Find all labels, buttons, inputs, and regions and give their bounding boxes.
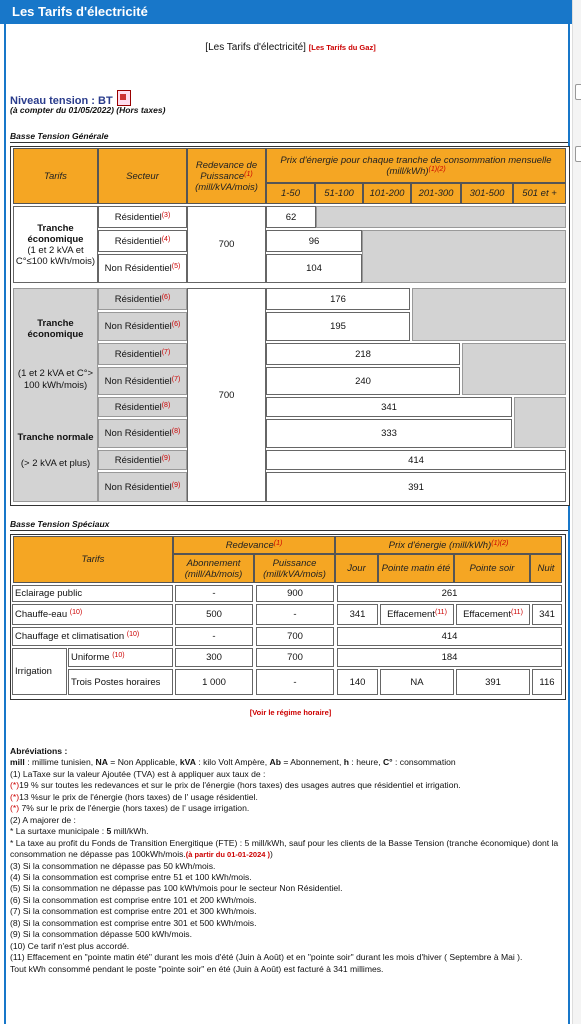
puissance-cell: -: [256, 604, 334, 625]
price-cell: 184: [337, 648, 562, 667]
price-cell: 391: [456, 669, 530, 695]
secteur-cell: Non Résidentiel$^{(6)}$: [98, 312, 187, 341]
note-line: (2) A majorer de :: [10, 814, 76, 825]
price-cell: 240: [266, 367, 460, 395]
tarif-subtitle: (1 et 2 kVA et C°> 100 kWh/mois): [17, 368, 94, 391]
price-cell: 391: [266, 472, 566, 502]
tarif-subtitle: (> 2 kVA et plus): [20, 458, 91, 469]
row-label: Eclairage public: [12, 585, 173, 602]
col-header-pointe-matin: Pointe matin été: [378, 554, 454, 583]
note-line: (7) Si la consommation est comprise entre 201 et 300 kWh/mois.: [10, 906, 257, 917]
tarif-title: Tranche économique: [27, 318, 84, 340]
price-cell: 341: [337, 604, 378, 625]
right-panel-checkbox[interactable]: [575, 146, 581, 162]
price-cell: 116: [532, 669, 562, 695]
secteur-cell: Résidentiel$^{(9)}$: [98, 450, 187, 470]
price-cell: 414: [337, 627, 562, 646]
abonnement-cell: 500: [175, 604, 253, 625]
col-header-tarifs: Tarifs: [13, 536, 173, 583]
page-title: Les Tarifs d'électricité: [0, 0, 572, 24]
row-label: Chauffe-eau $^{(10)}$: [12, 604, 173, 625]
price-cell: 333: [266, 419, 512, 448]
note-line: (*)19 % sur toutes les redevances et sur le prix de l'énergie (hors taxes) des usages autres que résidentiel et irrigation.: [10, 780, 461, 791]
col-header-pointe-soir: Pointe soir: [454, 554, 530, 583]
tarif-cell-eco1: [13, 206, 98, 283]
col-header-jour: Jour: [335, 554, 378, 583]
puissance-cell: 900: [256, 585, 334, 602]
note-line: (*)13 %sur le prix de l'énergie (hors taxes) de l' usage résidentiel.: [10, 791, 258, 802]
note-line: (11) Effacement en "pointe matin été" durant les mois d'été (Juin à Août) et en "pointe soir" durant les mois d'hiver ( Septembre à Mai ).: [10, 952, 523, 963]
abonnement-cell: 1 000: [175, 669, 253, 695]
abonnement-cell: 300: [175, 648, 253, 667]
secteur-cell: Non Résidentiel$^{(8)}$: [98, 419, 187, 448]
na-cell: [462, 343, 566, 395]
redevance-label: Redevance de Puissance$^{(1)}$: [195, 159, 258, 182]
divider: [10, 142, 568, 143]
note-line: (5) Si la consommation ne dépasse pas 100 kWh/mois pour le secteur Non Résidentiel.: [10, 883, 343, 894]
top-links: [0, 42, 581, 53]
col-header-prix: Prix d'énergie pour chaque tranche de consommation mensuelle (mill/kWh)$^{(1)(2)}$: [266, 148, 566, 183]
note-line: * La surtaxe municipale : 5 mill/kWh.: [10, 826, 149, 837]
tarif-subtitle: (1 et 2 kVA et C°≤100 kWh/mois): [15, 244, 96, 267]
tranche-header: 51-100: [315, 183, 363, 204]
note-line: (3) Si la consommation ne dépasse pas 50 kWh/mois.: [10, 860, 216, 871]
col-header-redevance: Redevance$^{(1)}$: [173, 536, 335, 554]
secteur-cell: Résidentiel$^{(6)}$: [98, 288, 187, 310]
price-cell: 414: [266, 450, 566, 470]
puissance-cell: 700: [256, 627, 334, 646]
secteur-cell: Résidentiel$^{(7)}$: [98, 343, 187, 365]
na-cell: [316, 206, 566, 228]
note-line: Tout kWh consommé pendant le poste "pointe soir" en été (Juin à Août) est facturé à 341 millimes.: [10, 963, 384, 974]
note-line: (*) 7% sur le prix de l'énergie (hors taxes) de l' usage irrigation.: [10, 803, 250, 814]
puissance-cell: -: [256, 669, 334, 695]
col-header-puissance: Puissance (mill/kVA/mois): [254, 554, 335, 583]
secteur-cell: Résidentiel$^{(4)}$: [98, 230, 187, 252]
row-label: Irrigation: [12, 648, 67, 695]
price-cell: NA: [380, 669, 454, 695]
price-cell: 341: [266, 397, 512, 417]
note-line: * La taxe au profit du Fonds de Transition Energitique (FTE) : 5 mill/kWh, sauf pour les clients de la Basse Tension (tranche économique) dont la consommation ne dépasse pas 100kWh/mois.(à partir du 01-01-2024 )): [10, 837, 559, 860]
price-cell: 261: [337, 585, 562, 602]
secteur-cell: Non Résidentiel$^{(7)}$: [98, 367, 187, 395]
tranche-header: 101-200: [363, 183, 411, 204]
price-cell: 341: [532, 604, 562, 625]
notes-section: [10, 746, 565, 975]
price-cell: 195: [266, 312, 410, 341]
tranche-header: 201-300: [411, 183, 461, 204]
row-sublabel: Uniforme $^{(10)}$: [68, 648, 173, 667]
secteur-cell: Non Résidentiel$^{(9)}$: [98, 472, 187, 502]
abonnement-cell: -: [175, 627, 253, 646]
price-cell: Effacement$^{(11)}$: [456, 604, 530, 625]
secteur-cell: Résidentiel$^{(3)}$: [98, 206, 187, 228]
secteur-cell: Résidentiel$^{(8)}$: [98, 397, 187, 417]
pdf-icon[interactable]: [117, 90, 131, 106]
secteur-cell: Non Résidentiel$^{(5)}$: [98, 254, 187, 283]
right-panel-checkbox[interactable]: [575, 84, 581, 100]
note-line: (1) LaTaxe sur la valeur Ajoutée (TVA) est à appliquer aux taux de :: [10, 768, 266, 779]
tarif-title: Tranche normale: [17, 432, 94, 443]
col-header-abonnement: Abonnement (mill/Ab/mois): [173, 554, 254, 583]
col-header-prix: Prix d'énergie (mill/kWh)$^{(1)(2)}$: [335, 536, 562, 554]
col-header-nuit: Nuit: [530, 554, 562, 583]
voir-regime-horaire-link[interactable]: [Voir le régime horaire]: [249, 708, 332, 717]
row-sublabel: Trois Postes horaires: [68, 669, 173, 695]
price-cell: 62: [266, 206, 316, 228]
col-header-redevance: [187, 148, 266, 204]
price-cell: 218: [266, 343, 460, 365]
redevance-cell: 700: [187, 288, 266, 502]
section-title-bt-speciaux: Basse Tension Spéciaux: [10, 519, 110, 529]
redevance-unit: (mill/kVA/mois): [195, 181, 258, 193]
divider: [10, 530, 568, 531]
date-note: (à compter du 01/05/2022) (Hors taxes): [10, 105, 166, 115]
tranche-header: 301-500: [461, 183, 513, 204]
na-cell: [514, 397, 566, 448]
notes-title: Abréviations :: [10, 746, 68, 756]
tranche-header: 501 et +: [513, 183, 566, 204]
note-line: (8) Si la consommation est comprise entre 301 et 500 kWh/mois.: [10, 917, 257, 928]
note-line: (6) Si la consommation est comprise entre 101 et 200 kWh/mois.: [10, 894, 257, 905]
note-line: (4) Si la consommation est comprise entre 51 et 100 kWh/mois.: [10, 871, 252, 882]
elec-tarif-link[interactable]: [Les Tarifs d'électricité]: [205, 42, 306, 53]
abonnement-cell: -: [175, 585, 253, 602]
price-cell: Effacement$^{(11)}$: [380, 604, 454, 625]
section-title-bt-generale: Basse Tension Générale: [10, 131, 109, 141]
tarif-title: Tranche économique: [27, 222, 84, 245]
redevance-cell: 700: [187, 206, 266, 283]
price-cell: 96: [266, 230, 362, 252]
abbreviations-line: mill : millime tunisien, NA = Non Applicable, kVA : kilo Volt Ampère, Ab = Abonnement, h : heure, C° : consommation: [10, 757, 456, 768]
tranche-header: 1-50: [266, 183, 315, 204]
na-cell: [412, 288, 566, 341]
na-cell: [362, 230, 566, 283]
price-cell: 140: [337, 669, 378, 695]
col-header-secteur: Secteur: [98, 148, 187, 204]
puissance-cell: 700: [256, 648, 334, 667]
niveau-tension-label: Niveau tension : BT: [10, 95, 113, 107]
note-line: (10) Ce tarif n'est plus accordé.: [10, 940, 130, 951]
row-label: Chauffage et climatisation $^{(10)}$: [12, 627, 173, 646]
price-cell: 176: [266, 288, 410, 310]
col-header-tarifs: Tarifs: [13, 148, 98, 204]
gaz-tarif-link[interactable]: [Les Tarifs du Gaz]: [308, 43, 376, 52]
price-cell: 104: [266, 254, 362, 283]
note-line: (9) Si la consommation dépasse 500 kWh/mois.: [10, 929, 192, 940]
